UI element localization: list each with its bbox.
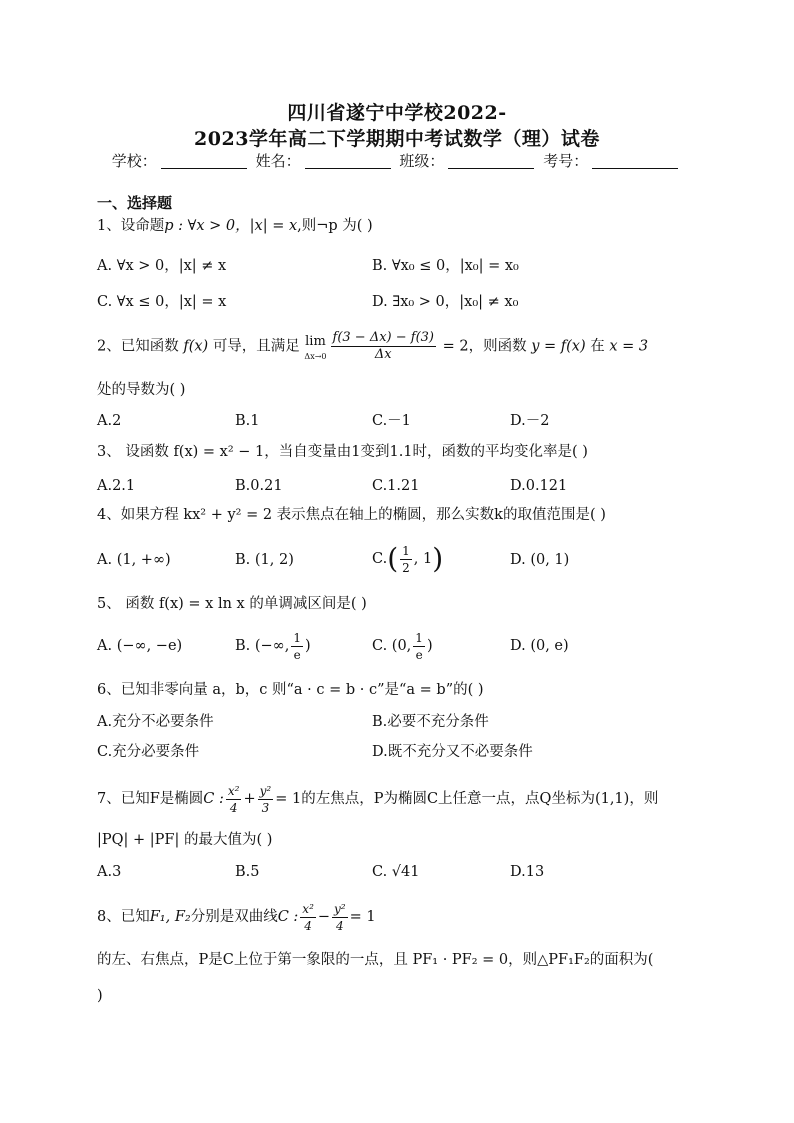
question-7-stem-cont: |PQ| + |PF| 的最大值为( ) xyxy=(97,832,273,848)
exam-number-blank[interactable] xyxy=(592,152,678,169)
question-2-option-a[interactable]: A.2 xyxy=(97,413,122,429)
question-7-option-b[interactable]: B.5 xyxy=(235,864,260,880)
question-2-option-c[interactable]: C.－1 xyxy=(372,413,411,429)
question-4-option-c[interactable]: C.( $\frac{1}{2}$ , 1) xyxy=(372,542,444,575)
question-5-option-b[interactable]: B. (−∞, $\frac{1}{e}$ ) xyxy=(235,630,311,662)
school-blank[interactable] xyxy=(161,152,247,169)
question-7-stem: 7、已知F是椭圆C : $\frac{\text{x²}}{4}$ + $\frac{\text{y²}}{3}$ = 1的左焦点，P为椭圆C上任意一点，点Q坐标为(1,1)，则 xyxy=(97,783,659,815)
question-6-option-a[interactable]: A.充分不必要条件 xyxy=(97,714,214,730)
question-8-stem: 8、已知F₁, F₂分别是双曲线C : $\frac{\text{x²}}{4}$ − $\frac{\text{y²}}{4}$ = 1 xyxy=(97,901,376,933)
question-6-stem: 6、已知非零向量 a，b，c 则“a · c = b · c”是“a = b”的( ) xyxy=(97,682,484,698)
question-6-option-b[interactable]: B.必要不充分条件 xyxy=(372,714,489,730)
name-label: 姓名： xyxy=(255,152,301,170)
question-8-stem-end: ) xyxy=(97,988,103,1004)
limit-operator: lim Δx→0 xyxy=(304,334,327,361)
class-label: 班级： xyxy=(399,152,445,170)
exam-title-line1: 四川省遂宁中学校2022- xyxy=(287,102,507,124)
question-1-stem: 1、设命题p : ∀x > 0，|x| = x,则¬p 为( ) xyxy=(97,218,373,234)
name-blank[interactable] xyxy=(305,152,391,169)
question-4-option-d[interactable]: D. (0, 1) xyxy=(510,552,570,568)
question-5-option-c[interactable]: C. (0, $\frac{1}{e}$ ) xyxy=(372,630,433,662)
question-5-stem: 5、 函数 f(x) = x ln x 的单调减区间是( ) xyxy=(97,596,367,612)
question-8-stem-cont: 的左、右焦点，P是C上位于第一象限的一点，且 PF₁ · PF₂ = 0，则△PF₁F₂的面积为( xyxy=(97,952,654,968)
class-blank[interactable] xyxy=(448,152,534,169)
question-2-option-b[interactable]: B.1 xyxy=(235,413,260,429)
question-1-option-c[interactable]: C. ∀x ≤ 0，|x| = x xyxy=(97,294,227,310)
question-1-option-d[interactable]: D. ∃x₀ > 0，|x₀| ≠ x₀ xyxy=(372,294,519,310)
question-1-option-a[interactable]: A. ∀x > 0，|x| ≠ x xyxy=(97,258,227,274)
question-7-option-d[interactable]: D.13 xyxy=(510,864,545,880)
question-3-option-d[interactable]: D.0.121 xyxy=(510,478,568,494)
question-3-option-c[interactable]: C.1.21 xyxy=(372,478,420,494)
question-6-option-d[interactable]: D.既不充分又不必要条件 xyxy=(372,744,533,760)
question-4-stem: 4、如果方程 kx² + y² = 2 表示焦点在轴上的椭圆，那么实数k的取值范围是( ) xyxy=(97,507,606,523)
question-5-option-a[interactable]: A. (−∞, −e) xyxy=(97,638,183,654)
question-2-stem: 2、已知函数 f(x) 可导，且满足 lim Δx→0 $\frac{f(3 - \Delta x) - f(3)}{\Delta x}$ = 2，则函数 y = f(x) 在 x = 3 xyxy=(97,330,649,362)
question-4-option-a[interactable]: A. (1, +∞) xyxy=(97,552,171,568)
question-2-option-d[interactable]: D.－2 xyxy=(510,413,550,429)
question-1-option-b[interactable]: B. ∀x₀ ≤ 0，|x₀| = x₀ xyxy=(372,258,519,274)
question-6-option-c[interactable]: C.充分必要条件 xyxy=(97,744,200,760)
question-7-option-c[interactable]: C. √41 xyxy=(372,864,420,880)
question-3-stem: 3、 设函数 f(x) = x² − 1，当自变量由1变到1.1时，函数的平均变化率是( ) xyxy=(97,444,588,460)
question-7-option-a[interactable]: A.3 xyxy=(97,864,122,880)
difference-quotient: $\frac{f(3 - \Delta x) - f(3)}{\Delta x}$ xyxy=(332,330,435,362)
school-label: 学校： xyxy=(111,152,157,170)
question-3-option-a[interactable]: A.2.1 xyxy=(97,478,136,494)
section-heading: 一、选择题 xyxy=(97,194,173,212)
student-info-row xyxy=(0,150,794,171)
exam-number-label: 考号： xyxy=(543,152,589,170)
question-3-option-b[interactable]: B.0.21 xyxy=(235,478,283,494)
exam-title-line2: 2023学年高二下学期期中考试数学（理）试卷 xyxy=(194,128,600,150)
question-5-option-d[interactable]: D. (0, e) xyxy=(510,638,569,654)
question-4-option-b[interactable]: B. (1, 2) xyxy=(235,552,294,568)
question-2-stem-cont: 处的导数为( ) xyxy=(97,382,186,398)
